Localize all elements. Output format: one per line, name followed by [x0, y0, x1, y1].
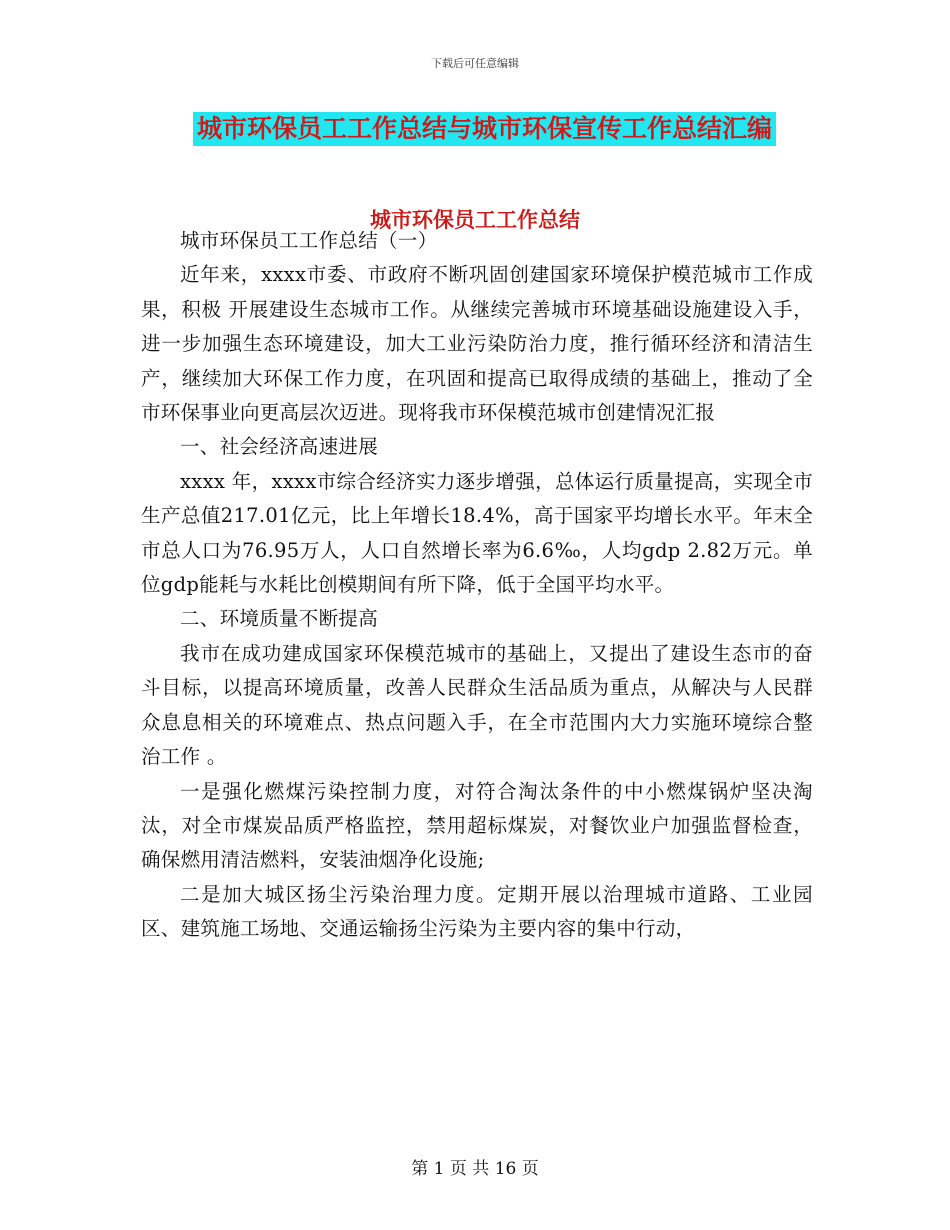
paragraph: 一是强化燃煤污染控制力度，对符合淘汰条件的中小燃煤锅炉坚决淘汰，对全市煤炭品质严格监控，禁用超标煤炭，对餐饮业户加强监督检查，确保燃用清洁燃料，安装油烟净化设施; — [141, 779, 813, 872]
paragraph: 近年来，xxxx市委、市政府不断巩固创建国家环境保护模范城市工作成果，积极 开展建设生态城市工作。从继续完善城市环境基础设施建设入手，进一步加强生态环境建设，加大工业污染防治力度，推行循环经济和清洁生产，继续加大环保工作力度，在巩固和提高已取得成绩的基础上，推动了全市环保事业向更高层次迈进。现将我市环保模范城市创建情况汇报 — [141, 263, 813, 425]
page-number: 第 1 页 共 16 页 — [411, 1159, 539, 1179]
paragraph: xxxx 年，xxxx市综合经济实力逐步增强，总体运行质量提高，实现全市生产总值217.01亿元，比上年增长18.4%，高于国家平均增长水平。年末全市总人口为76.95万人，人口自然增长率为6.6‰，人均gdp 2.82万元。单位gdp能耗与水耗比创模期间有所下降，低于全国平均水平。 — [141, 469, 813, 597]
paragraph: 二、环境质量不断提高 — [180, 607, 379, 631]
paragraph: 一、社会经济高速进展 — [180, 435, 379, 459]
section-title: 城市环保员工工作总结 — [370, 207, 580, 232]
header-note: 下载后可任意编辑 — [431, 57, 519, 70]
paragraph: 城市环保员工工作总结（一） — [180, 229, 438, 252]
document-title: 城市环保员工工作总结与城市环保宣传工作总结汇编 — [193, 112, 776, 146]
paragraph: 我市在成功建成国家环保模范城市的基础上，又提出了建设生态市的奋斗目标，以提高环境质量，改善人民群众生活品质为重点，从解决与人民群众息息相关的环境难点、热点问题入手，在全市范围内大力实施环境综合整治工作 。 — [141, 641, 813, 769]
document-body — [141, 224, 813, 947]
paragraph: 二是加大城区扬尘污染治理力度。定期开展以治理城市道路、工业园区、建筑施工场地、交通运输扬尘污染为主要内容的集中行动， — [141, 882, 813, 941]
